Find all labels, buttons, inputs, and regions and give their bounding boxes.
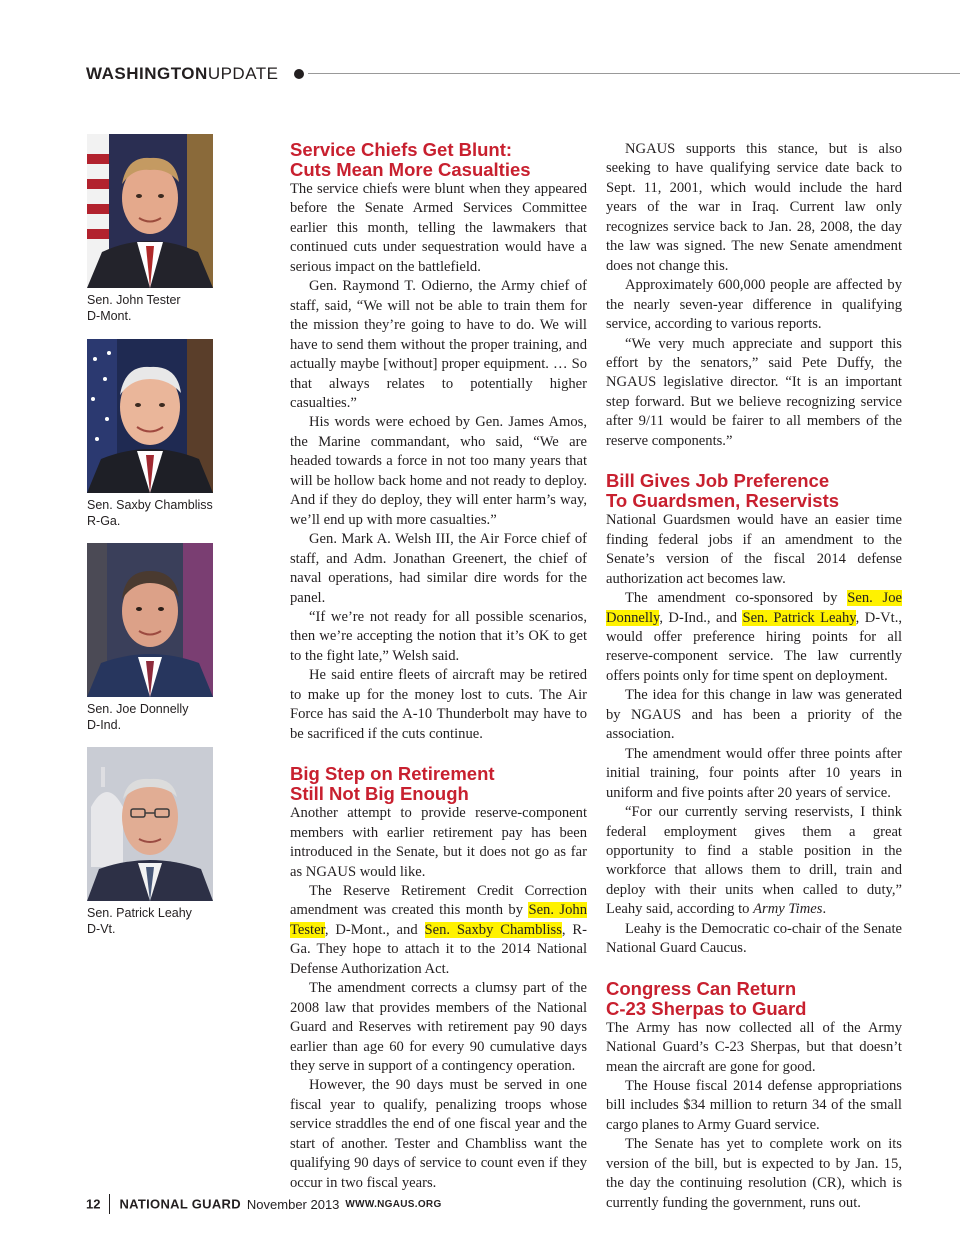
caption-party: R-Ga. <box>87 514 121 528</box>
paragraph: The idea for this change in law was generated by NGAUS and has been a priority of the association. <box>606 687 902 743</box>
paragraph: “We very much appreciate and support this effort by the senators,” said Pete Duffy, the NGAUS legislative director. “It is an important step forward. But we believe recognizing service after 9/11 would be fairer to all members of the reserve components.” <box>606 335 902 449</box>
paragraph: His words were echoed by Gen. James Amos, the Marine commandant, who said, “We are headed towards a force in not too many years that will be hollow back home and not ready to deploy. And if they do deploy, they will enter harm’s way, we’ll end up with more casualties.” <box>290 414 587 528</box>
paragraph <box>290 882 587 979</box>
headline-c23-sherpas <box>606 979 902 1019</box>
caption-name: Sen. Joe Donnelly <box>87 702 189 716</box>
paragraph: Approximately 600,000 people are affected by the nearly seven-year difference in qualifying service, according to various reports. <box>606 277 902 333</box>
photo-chambliss <box>87 339 213 493</box>
caption-name: Sen. John Tester <box>87 293 181 307</box>
caption-chambliss <box>87 497 213 529</box>
paragraph: Another attempt to provide reserve-component members with earlier retirement pay has been introduced in the Senate, but it does not go as far as NGAUS would like. <box>290 805 587 880</box>
headline-line: Congress Can Return <box>606 977 797 999</box>
section-title-bold: WASHINGTON <box>86 64 208 83</box>
portrait-tester <box>87 134 213 324</box>
paragraph <box>606 589 902 686</box>
section-title-light: UPDATE <box>207 64 279 83</box>
paragraph: Leahy is the Democratic co-chair of the Senate National Guard Caucus. <box>606 920 902 957</box>
headline-service-chiefs <box>290 140 587 180</box>
caption-name: Sen. Saxby Chambliss <box>87 498 213 512</box>
caption-party: D-Ind. <box>87 718 122 732</box>
paragraph: NGAUS supports this stance, but is also seeking to have qualifying service date back to Sept. 11, 2001, which would include the hard years of the war in Iraq. Current law only recognizes service back to Jan. 28, 2008, the day the law was signed. The new Senate amendment does not change this. <box>606 141 902 274</box>
headline-line: Still Not Big Enough <box>290 783 469 805</box>
paragraph: The amendment corrects a clumsy part of the 2008 law that provides members of the National Guard and Reserves with retirement pay 90 days earlier than age 60 for every 90 cumulative days they serve in support of a contingency operation. <box>290 980 587 1075</box>
footer-divider <box>109 1194 110 1214</box>
paragraph: National Guardsmen would have an easier time finding federal jobs if an amendment to the Senate’s version of the fiscal 2014 defense authorization act becomes law. <box>606 512 902 587</box>
headline-job-preference <box>606 471 902 511</box>
section-title <box>86 64 279 84</box>
text-run: “For our currently serving reservists, I think federal employment gives them a great opportunity to find a stable position in the workforce that allows them to drill, train and deploy with their units when called to duty,” Leahy said, according to <box>606 804 902 918</box>
website-url: WWW.NGAUS.ORG <box>345 1198 442 1210</box>
section-header <box>86 62 960 88</box>
caption-name: Sen. Patrick Leahy <box>87 906 192 920</box>
paragraph: Gen. Mark A. Welsh III, the Air Force chief of staff, and Adm. Jonathan Greenert, the chief of naval operations, had similar dire words for the panel. <box>290 531 587 606</box>
headline-line: To Guardsmen, Reservists <box>606 490 840 512</box>
paragraph: The Army has now collected all of the Army National Guard’s C-23 Sherpas, but that doesn’t mean the aircraft are gone for good. <box>606 1019 902 1075</box>
text-run: , D-Mont., and <box>324 921 425 938</box>
column-left <box>290 140 587 1193</box>
caption-tester <box>87 292 213 324</box>
photo-tester <box>87 134 213 288</box>
text-run: , D-Ind., and <box>659 609 743 626</box>
paragraph: “If we’re not ready for all possible scenarios, then we’re accepting the notion that it’s OK to get to the fight late,” Welsh said. <box>290 608 587 664</box>
portrait-donnelly <box>87 543 213 733</box>
paragraph: However, the 90 days must be served in one fiscal year to qualify, penalizing troops whose service straddles the end of one fiscal year and the start of another. Tester and Chambliss want the qualifying 90 days of service to count even if they occur in two fiscal years. <box>290 1077 587 1191</box>
highlighted-name: Sen. John Tester <box>290 902 587 938</box>
paragraph: The House fiscal 2014 defense appropriations bill includes $34 million to return 34 of the small cargo planes to Army Guard service. <box>606 1078 902 1133</box>
headline-line: C-23 Sherpas to Guard <box>606 997 807 1019</box>
publication-title: Army Times <box>753 901 823 918</box>
column-right <box>606 140 902 1213</box>
paragraph: He said entire fleets of aircraft may be retired to make up for the money lost to cuts. The Air Force has said the A-10 Thunderbolt may have to be sacrificed if the cuts continue. <box>290 667 587 742</box>
header-bullet <box>294 69 304 79</box>
text-run: , D-Vt., would offer preference hiring points for all reserve-component service. The law currently offers points only for time spent on deployment. <box>606 609 902 684</box>
headline-line: Big Step on Retirement <box>290 763 495 785</box>
caption-party: D-Vt. <box>87 922 116 936</box>
highlighted-name: Sen. Joe Donnelly <box>606 590 902 626</box>
text-run: , R-Ga. They hope to attach it to the 2014 National Defense Authorization Act. <box>290 921 587 977</box>
issue-date: November 2013 <box>246 1196 340 1212</box>
photo-leahy <box>87 747 213 901</box>
paragraph <box>606 803 902 920</box>
page-footer <box>86 1194 442 1216</box>
portrait-leahy <box>87 747 213 937</box>
paragraph: The Senate has yet to complete work on its version of the bill, but is expected to by Jan. 15, the day the continuing resolution (CR), which is currently funding the government, runs out. <box>606 1136 902 1211</box>
portrait-chambliss <box>87 339 213 529</box>
highlighted-name: Sen. Patrick Leahy <box>742 609 856 626</box>
headline-line: Bill Gives Job Preference <box>606 470 830 492</box>
highlighted-name: Sen. Saxby Chambliss <box>424 921 562 938</box>
photo-donnelly <box>87 543 213 697</box>
headline-line: Cuts Mean More Casualties <box>290 159 531 180</box>
headline-line: Service Chiefs Get Blunt: <box>290 139 513 160</box>
paragraph: Gen. Raymond T. Odierno, the Army chief of staff, said, “We will not be able to train them for the mission they’re going to have to do. We will have to send them without the proper training, and actually maybe [without] proper equipment. … So that always relates to potentially higher casualties.” <box>290 278 587 411</box>
caption-leahy <box>87 905 213 937</box>
publication-name: NATIONAL GUARD <box>119 1196 241 1212</box>
text-run: The amendment co-sponsored by <box>625 590 848 607</box>
headline-retirement <box>290 764 587 804</box>
caption-donnelly <box>87 701 213 733</box>
page-number: 12 <box>86 1196 101 1212</box>
paragraph: The amendment would offer three points after initial training, four points after 10 years in uniform and five points after 20 years of service. <box>606 745 902 801</box>
text-run: The Reserve Retirement Credit Correction amendment was created this month by <box>290 882 587 919</box>
caption-party: D-Mont. <box>87 309 132 323</box>
header-rule <box>308 73 960 74</box>
text-run: . <box>822 901 827 918</box>
paragraph: The service chiefs were blunt when they appeared before the Senate Armed Services Committee earlier this month, telling the lawmakers that continued cuts under sequestration would have a serious impact on the battlefield. <box>290 181 587 275</box>
